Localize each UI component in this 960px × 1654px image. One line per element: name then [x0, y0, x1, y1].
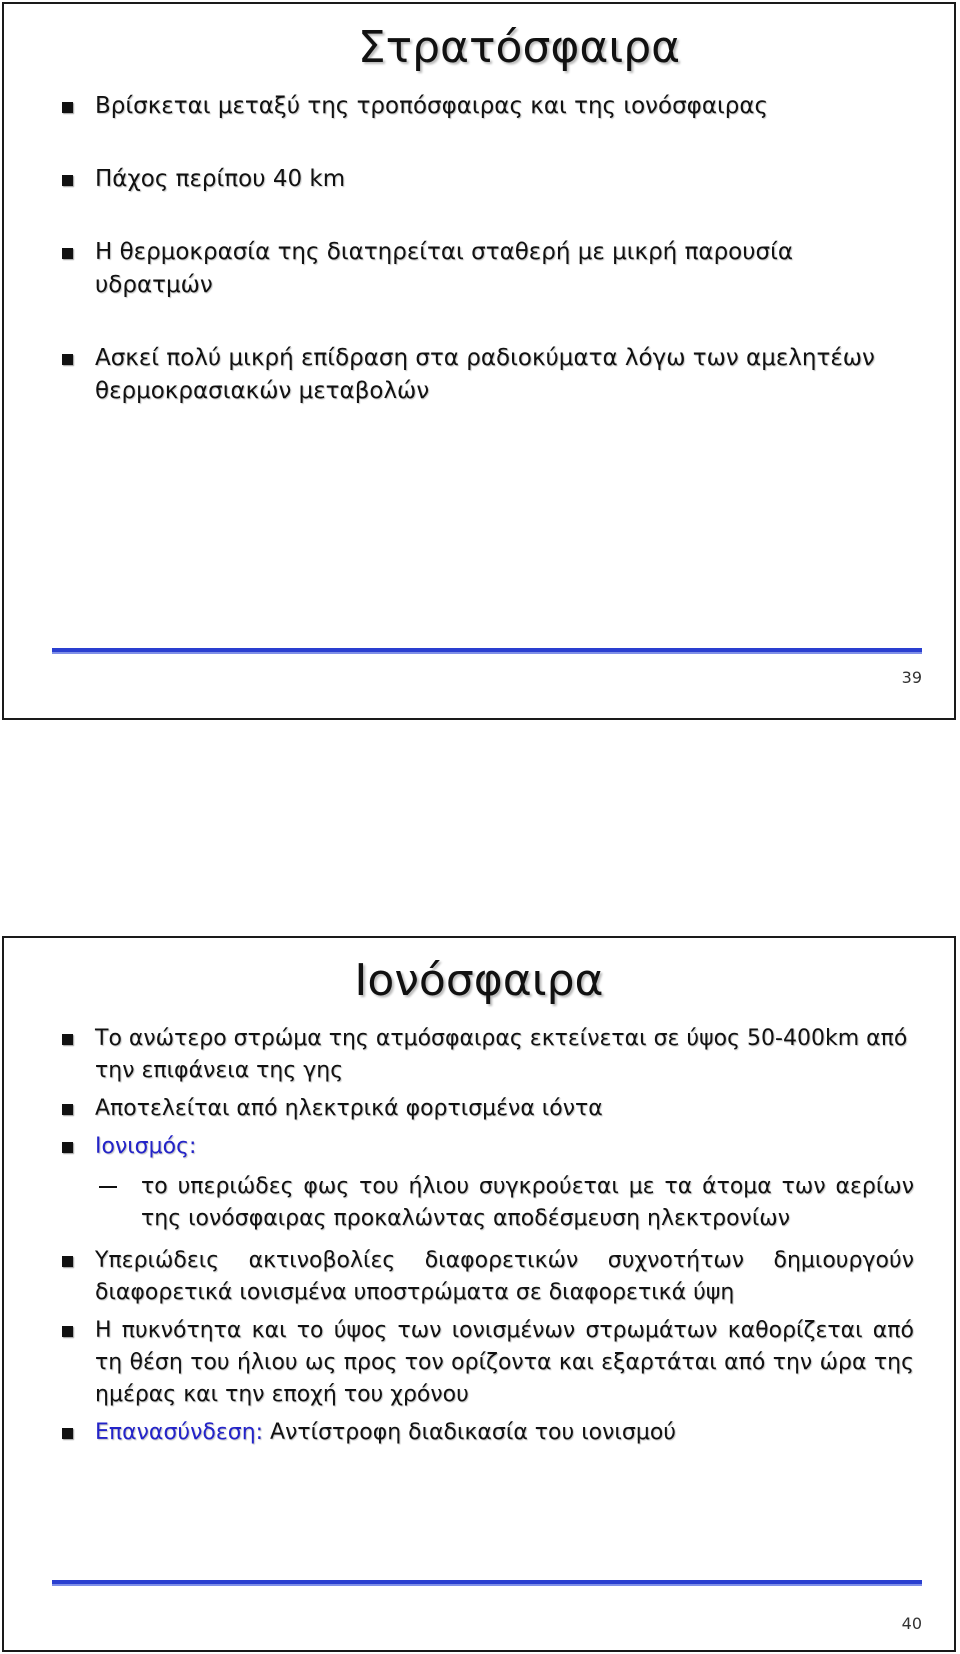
square-bullet-icon [62, 354, 73, 365]
square-bullet-icon [62, 1256, 73, 1267]
footer-divider [52, 1580, 922, 1586]
list-item [62, 163, 914, 196]
square-bullet-icon [62, 175, 73, 186]
square-bullet-icon [62, 1104, 73, 1115]
list-item [62, 1417, 914, 1449]
bullet-text: Αντίστροφη διαδικασία του ιονισμού [263, 1420, 677, 1445]
dash-bullet-icon [99, 1186, 117, 1188]
page-number: 40 [901, 1614, 922, 1633]
slide-stratosphere [2, 2, 956, 720]
recombination-label: Επανασύνδεση: [95, 1420, 264, 1445]
bullet-text: Η πυκνότητα και το ύψος των ιονισμένων στρωμάτων καθορίζεται από τη θέση του ήλιου ως προς τον ορίζοντα και εξαρτάται από την ώρα της ημέρας και την εποχή του χρόνου [95, 1318, 914, 1407]
square-bullet-icon [62, 248, 73, 259]
list-item [62, 1315, 914, 1411]
list-item [62, 236, 914, 302]
list-item [62, 1093, 914, 1125]
bullet-text: Το ανώτερο στρώμα της ατμόσφαιρας εκτείνεται σε ύψος 50-400km από την επιφάνεια της γης [95, 1026, 908, 1083]
square-bullet-icon [62, 1326, 73, 1337]
ionization-label: Ιονισμός: [95, 1134, 197, 1159]
bullet-text: Υπεριώδεις ακτινοβολίες διαφορετικών συχνοτήτων δημιουργούν διαφορετικά ιονισμένα υποστρώματα σε διαφορετικά ύψη [95, 1248, 914, 1305]
list-item [62, 1131, 914, 1235]
slide-title: Ιονόσφαιρα [354, 955, 604, 1006]
page-number: 39 [901, 668, 922, 687]
square-bullet-icon [62, 1428, 73, 1439]
slide-title: Στρατόσφαιρα [357, 22, 681, 73]
bullet-text: Πάχος περίπου 40 km [95, 166, 346, 192]
bullet-text: Αποτελείται από ηλεκτρικά φορτισμένα ιόντα [95, 1096, 603, 1121]
sub-bullet-list [95, 1171, 914, 1235]
slide-ionosphere [2, 936, 956, 1652]
bullet-list [62, 1023, 914, 1455]
list-item [62, 1245, 914, 1309]
square-bullet-icon [62, 1034, 73, 1045]
list-item [62, 1023, 914, 1087]
bullet-text: Ασκεί πολύ μικρή επίδραση στα ραδιοκύματα λόγω των αμελητέων θερμοκρασιακών μεταβολών [95, 345, 875, 404]
sub-bullet-text: το υπεριώδες φως του ήλιου συγκρούεται με τα άτομα των αερίων της ιονόσφαιρας προκαλώντας αποδέσμευση ηλεκτρονίων [141, 1174, 914, 1231]
sub-list-item [99, 1171, 914, 1235]
bullet-text: Η θερμοκρασία της διατηρείται σταθερή με μικρή παρουσία υδρατμών [95, 239, 794, 298]
bullet-list [62, 90, 914, 448]
bullet-text: Βρίσκεται μεταξύ της τροπόσφαιρας και της ιονόσφαιρας [95, 93, 769, 119]
list-item [62, 342, 914, 408]
list-item [62, 90, 914, 123]
square-bullet-icon [62, 1142, 73, 1153]
square-bullet-icon [62, 102, 73, 113]
footer-divider [52, 648, 922, 654]
